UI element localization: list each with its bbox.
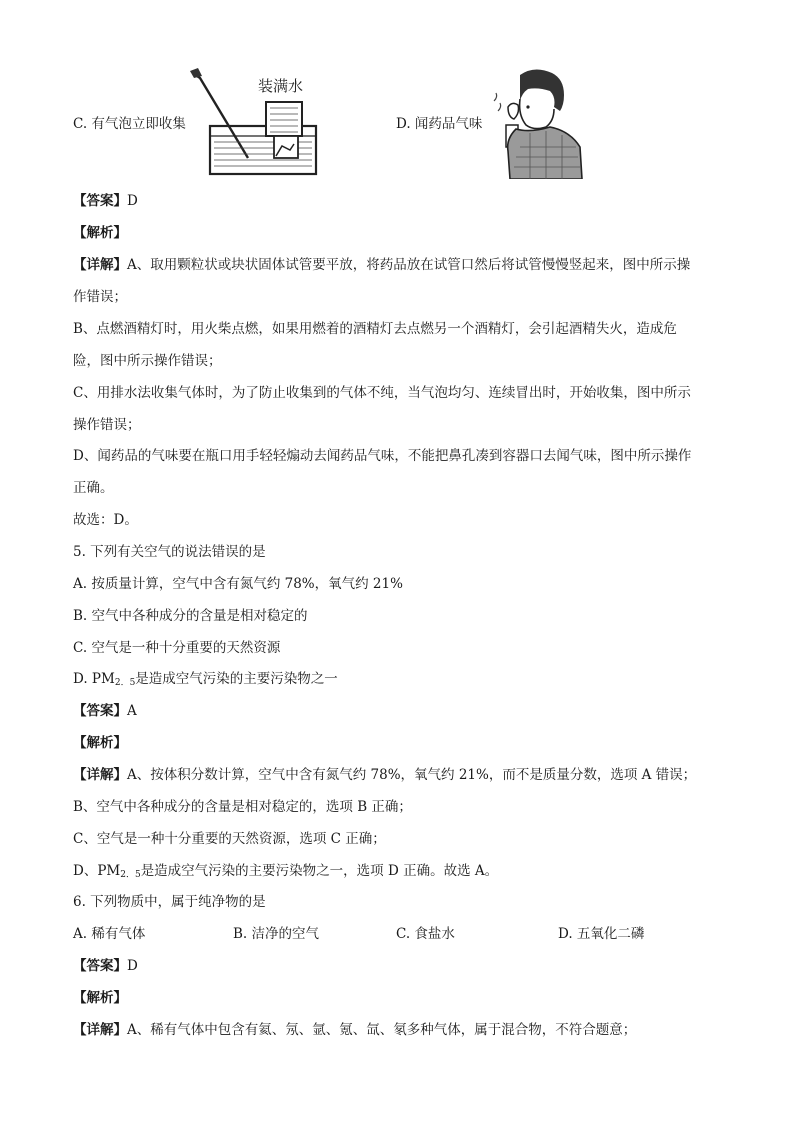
q5-analysis-tag: 【解析】 [73,735,127,751]
q5-answer: 【答案】A [73,703,137,719]
q6-detail-line-1: 【详解】A、稀有气体中包含有氦、氖、氩、氪、氙、氡多种气体，属于混合物，不符合题意； [73,1022,637,1038]
q4-detail-line-6: 操作错误； [73,417,141,433]
q4-conclusion: 故选：D。 [73,512,138,528]
q6-option-d: D. 五氧化二磷 [558,926,645,942]
q4-detail-line-2: 作错误； [73,289,127,305]
q4-detail-line-7: D、闻药品的气味要在瓶口用手轻轻煽动去闻药品气味，不能把鼻孔凑到容器口去闻气味，图中所示操作 [73,448,692,464]
figure-caption: 装满水 [258,77,304,95]
q6-answer: 【答案】D [73,958,138,974]
q6-stem: 6. 下列物质中，属于纯净物的是 [73,894,266,910]
q6-analysis-tag: 【解析】 [73,990,127,1006]
q4-detail-line-8: 正确。 [73,480,114,496]
q5-option-c: C. 空气是一种十分重要的天然资源 [73,640,281,656]
q5-detail-line-2: B、空气中各种成分的含量是相对稳定的，选项 B 正确； [73,799,412,815]
water-collection-figure [186,66,320,178]
q5-option-b: B. 空气中各种成分的含量是相对稳定的 [73,608,308,624]
q5-detail-line-1: 【详解】A、按体积分数计算，空气中含有氮气约 78%，氧气约 21%，而不是质量分数，选项 A 错误； [73,767,697,783]
q6-option-a: A. 稀有气体 [73,926,146,942]
q5-detail-line-4: D、$PM_{2.5}$是造成空气污染的主要污染物之一，选项 D 正确。故选 A。 [73,863,499,880]
q4-detail-line-4: 险，图中所示操作错误； [73,353,222,369]
q5-stem: 5. 下列有关空气的说法错误的是 [73,544,266,560]
q5-detail-line-3: C、空气是一种十分重要的天然资源，选项 C 正确； [73,831,386,847]
q5-option-a: A. 按质量计算，空气中含有氮气约 78%，氧气约 21% [73,576,403,592]
q5-option-d: D. $PM_{2.5}$是造成空气污染的主要污染物之一 [73,671,338,688]
q6-option-b: B. 洁净的空气 [233,926,320,942]
option-d-label: D. 闻药品气味 [396,116,483,132]
option-c-label: C. 有气泡立即收集 [73,116,186,132]
q4-answer: 【答案】D [73,193,138,209]
q4-detail-line-3: B、点燃酒精灯时，用火柴点燃，如果用燃着的酒精灯去点燃另一个酒精灯，会引起酒精失火，造成危 [73,321,677,337]
q4-analysis-tag: 【解析】 [73,225,127,241]
q6-option-c: C. 食盐水 [396,926,455,942]
q4-detail-line-5: C、用排水法收集气体时，为了防止收集到的气体不纯，当气泡均匀、连续冒出时，开始收集，图中所示 [73,385,691,401]
q4-detail-line-1: 【详解】A、取用颗粒状或块状固体试管要平放，将药品放在试管口然后将试管慢慢竖起来，图中所示操 [73,257,691,273]
smelling-figure [490,67,586,179]
